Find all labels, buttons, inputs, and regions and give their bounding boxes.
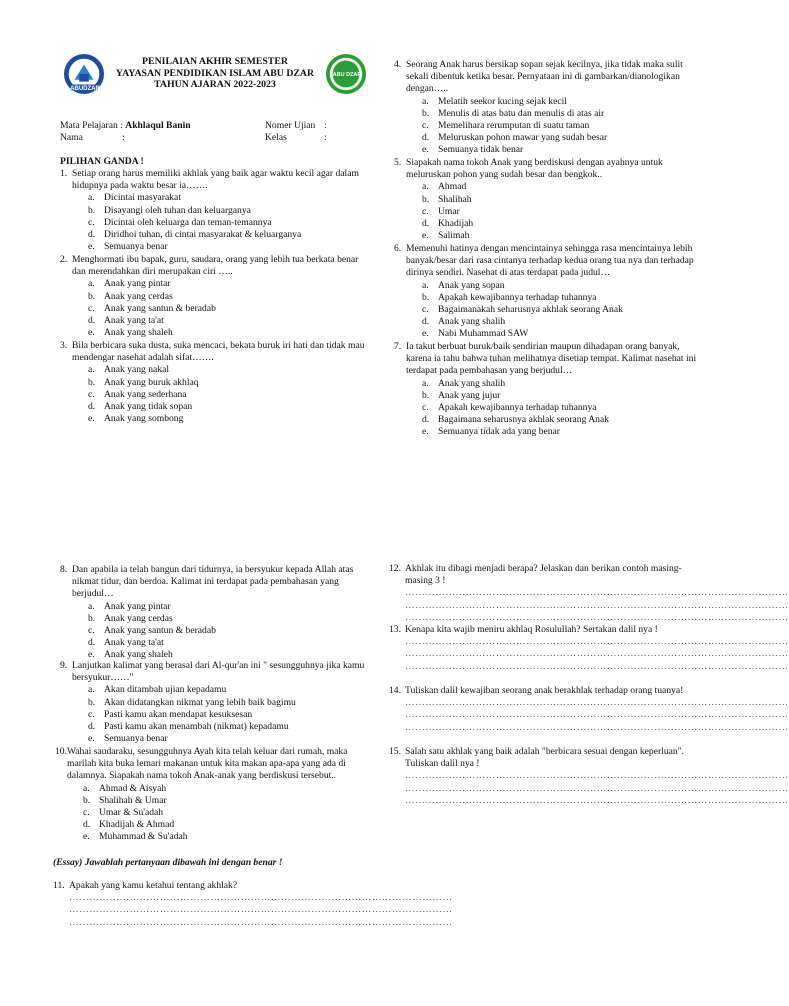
essay-number: 13. <box>389 624 401 635</box>
section-essay: (Essay) Jawablah pertanyaan dibawah ini dengan benar ! <box>53 857 283 868</box>
option-item <box>60 192 380 204</box>
name-label: Nama <box>60 132 83 143</box>
question-6 <box>394 243 704 341</box>
option-letter: a. <box>88 684 95 696</box>
option-text: Ahmad & Aisyah <box>99 782 167 794</box>
option-letter: d. <box>88 229 96 241</box>
question-line: nikmat tidur, dan berdoa. Kalimat ini terdapat pada pembahasan yang <box>72 576 339 588</box>
option-letter: d. <box>88 721 96 733</box>
question-text <box>60 660 380 684</box>
option-letter: e. <box>88 413 95 425</box>
essay-line: Akhlak itu dibagi menjadi berapa? Jelaskan dan berikan contoh masing- <box>405 563 682 574</box>
answer-line: …………………………………………………………………………………………………… <box>405 794 789 806</box>
option-text: Pasti kamu akan menambah (nikmat) kepadamu <box>104 721 289 733</box>
option-item <box>394 426 704 438</box>
option-text: Anak yang shalih <box>438 377 506 389</box>
question-line: Dan apabila ia telah bangun dari tidurnya, ia bersyukur kepada Allah atas <box>72 564 354 575</box>
option-list <box>60 684 380 745</box>
answer-line: …………………………………………………………………………………………………… <box>405 709 789 721</box>
option-text: Anak yang shaleh <box>104 327 173 339</box>
answer-line: …………………………………………………………………………………………………… <box>69 904 453 916</box>
question-line: marilah kita buka lemari makanan untuk kita makan apa-apa yang ada di <box>67 758 346 770</box>
question-7 <box>394 341 704 439</box>
header-right-logo <box>325 53 367 99</box>
option-item <box>394 280 704 292</box>
option-letter: e. <box>88 327 95 339</box>
question-line: berjudul… <box>72 588 114 600</box>
option-item <box>394 402 704 414</box>
question-text <box>394 243 704 280</box>
option-item <box>394 414 704 426</box>
answer-line: …………………………………………………………………………………………………… <box>405 599 789 611</box>
name-colon: : <box>122 132 125 143</box>
option-list <box>60 192 380 253</box>
option-item <box>60 278 380 290</box>
option-letter: e. <box>422 230 429 242</box>
question-line: bersyukur……" <box>72 672 134 684</box>
essay-text <box>389 746 789 807</box>
option-letter: c. <box>88 216 95 228</box>
essay-line: Apakah yang kamu ketahui tentang akhlak? <box>69 880 238 891</box>
option-item <box>394 194 704 206</box>
option-item <box>394 144 704 156</box>
option-letter: c. <box>422 205 429 217</box>
essay-line: masing 3 ! <box>405 575 446 587</box>
question-number: 6. <box>394 243 402 254</box>
option-text: Anak yang ta'at <box>104 315 164 327</box>
question-line: dengan….. <box>406 83 449 95</box>
option-item <box>60 327 380 339</box>
question-line: Siapakah nama tokoh Anak yang berdiskusi dengan ayahnya untuk <box>406 157 663 168</box>
question-line: Memenuhi hatinya dengan mencintainya sehingga rasa mencintainya lebih <box>406 243 693 254</box>
option-item <box>55 783 380 795</box>
option-letter: a. <box>88 278 95 290</box>
option-text: Anak yang jujur <box>438 389 501 401</box>
option-letter: c. <box>88 708 95 720</box>
option-text: Shalihah & Umar <box>99 794 167 806</box>
option-text: Semuanya benar <box>104 241 168 253</box>
option-letter: d. <box>88 315 96 327</box>
question-line: hidupnya pada waktu besar ia……. <box>72 180 208 192</box>
question-line: Bila berbicara suka dusta, suka mencaci, bekata buruk iri hati dan tidak mau <box>72 340 365 351</box>
header-title <box>100 56 330 91</box>
question-line: mendengar nasehat adalah sifat……. <box>72 352 214 364</box>
option-text: Semuanya tidak ada yang benar <box>438 426 561 438</box>
question-number: 10. <box>55 746 67 757</box>
essay-13 <box>389 624 789 673</box>
option-item <box>55 819 380 831</box>
option-letter: b. <box>422 389 430 401</box>
option-list <box>60 278 380 339</box>
option-letter: e. <box>422 144 429 156</box>
question-text <box>394 341 704 378</box>
option-item <box>394 96 704 108</box>
option-item <box>60 413 380 425</box>
exam-no-colon: : <box>324 120 327 131</box>
option-item <box>394 328 704 340</box>
answer-line: …………………………………………………………………………………………………… <box>405 648 789 660</box>
option-letter: d. <box>88 637 96 649</box>
option-letter: a. <box>83 782 90 794</box>
option-text: Anak yang shalih <box>438 316 506 328</box>
option-text: Muhammad & Su'adah <box>99 831 188 843</box>
option-text: Anak yang santun & beradab <box>104 625 216 637</box>
question-number: 1. <box>60 168 68 179</box>
option-item <box>60 389 380 401</box>
question-text <box>60 168 380 192</box>
option-letter: a. <box>88 600 95 612</box>
option-letter: b. <box>422 193 430 205</box>
option-text: Khadijah & Ahmad <box>99 819 175 831</box>
option-item <box>394 304 704 316</box>
essay-line: Tuliskan dalil nya ! <box>405 758 480 770</box>
option-letter: a. <box>88 364 95 376</box>
question-text <box>394 59 704 96</box>
option-letter: d. <box>422 218 430 230</box>
question-line: Lanjutkan kalimat yang berasal dari Al-qur'an ini " sesungguhnya jika kamu <box>72 660 365 671</box>
option-item <box>60 229 380 241</box>
essay-line: Tuliskan dalil kewajiban seorang anak berakhlak terhadap orang tuanya! <box>405 685 684 696</box>
option-letter: c. <box>88 388 95 400</box>
option-item <box>394 218 704 230</box>
essay-12 <box>389 563 789 624</box>
question-number: 5. <box>394 157 402 168</box>
option-text: Bagaimanakah seharusnya akhlak seorang Anak <box>438 304 623 316</box>
option-item <box>394 120 704 132</box>
header-left-logo <box>63 53 105 99</box>
option-letter: a. <box>88 192 95 204</box>
option-list <box>394 378 704 439</box>
option-text: Anak yang nakal <box>104 364 170 376</box>
option-item <box>60 401 380 413</box>
answer-line: …………………………………………………………………………………………………… <box>405 770 789 782</box>
option-letter: e. <box>88 733 95 745</box>
option-text: Semuanya tidak benar <box>438 144 524 156</box>
option-text: Anak yang buruk akhlaq <box>104 376 199 388</box>
option-text: Anak yang sopan <box>438 279 505 291</box>
answer-line: …………………………………………………………………………………………………… <box>69 916 453 928</box>
option-letter: b. <box>88 290 96 302</box>
question-line: meluruskan pohon yang sudah besar dan bengkok.. <box>406 169 603 181</box>
option-letter: b. <box>88 204 96 216</box>
option-list <box>60 364 380 425</box>
question-1 <box>60 168 380 253</box>
option-text: Pasti kamu akan mendapat kesuksesan <box>104 708 253 720</box>
option-letter: a. <box>422 181 429 193</box>
option-letter: b. <box>422 291 430 303</box>
question-line: Seorang Anak harus bersikap sopan sejak kecilnya, jika tidak maka sulit <box>406 59 683 70</box>
option-item <box>394 292 704 304</box>
option-item <box>60 721 380 733</box>
option-item <box>394 316 704 328</box>
question-10 <box>55 746 380 844</box>
option-letter: c. <box>422 120 429 132</box>
option-list <box>394 96 704 157</box>
question-number: 7. <box>394 341 402 352</box>
question-line: sekali dibentuk ketika besar. Pernyataan ini di gambarkan/dianologikan <box>406 71 680 83</box>
section-multiple-choice: PILIHAN GANDA ! <box>60 156 144 167</box>
essay-line: Kenapa kita wajib meniru akhlaq Rosulullah? Sertakan dalil nya ! <box>405 624 658 635</box>
question-line: Ia takut berbuat buruk/baik sendirian maupun dihadapan orang banyak, <box>406 341 680 352</box>
question-text <box>60 564 380 601</box>
option-text: Salimah <box>438 230 470 242</box>
essay-number: 15. <box>389 746 401 757</box>
question-text <box>394 157 704 181</box>
right-logo-text: ABU DZAR <box>332 72 362 78</box>
question-text <box>60 340 380 364</box>
essay-15 <box>389 746 789 807</box>
option-text: Shalihah <box>438 193 472 205</box>
option-item <box>394 108 704 120</box>
question-4 <box>394 59 704 157</box>
essay-text <box>53 880 453 929</box>
option-item <box>60 291 380 303</box>
option-item <box>60 613 380 625</box>
subject-row <box>60 120 191 132</box>
class-colon: : <box>324 132 327 143</box>
question-3 <box>60 340 380 425</box>
option-item <box>60 709 380 721</box>
question-line: banyak/besar dari rasa cintanya terhadap kedua orang tua nya dan terhadap <box>406 255 694 267</box>
essay-14 <box>389 685 789 734</box>
option-item <box>55 831 380 843</box>
answer-line: …………………………………………………………………………………………………… <box>405 611 789 623</box>
option-text: Anak yang cerdas <box>104 612 173 624</box>
option-letter: b. <box>88 376 96 388</box>
header-line-1: PENILAIAN AKHIR SEMESTER <box>142 56 288 67</box>
question-number: 3. <box>60 340 68 351</box>
option-text: Anak yang pintar <box>104 278 171 290</box>
option-letter: c. <box>88 625 95 637</box>
question-8 <box>60 564 380 662</box>
option-text: Anak yang sombong <box>104 413 184 425</box>
option-letter: d. <box>83 819 91 831</box>
question-line: Menghormati ibu bapak, guru, saudara, orang yang lebih tua berkata benar <box>72 254 359 265</box>
question-number: 9. <box>60 660 68 671</box>
essay-text <box>389 624 789 673</box>
question-line: terdapat pada pembahasan yang berjudul… <box>406 365 573 377</box>
question-number: 8. <box>60 564 68 575</box>
answer-line: …………………………………………………………………………………………………… <box>405 782 789 794</box>
option-letter: a. <box>422 95 429 107</box>
answer-line: …………………………………………………………………………………………………… <box>405 697 789 709</box>
question-2 <box>60 254 380 339</box>
essay-text <box>389 685 789 734</box>
subject-label: Mata Pelajaran : <box>60 120 126 131</box>
option-text: Diridhoi tuhan, di cintai masyarakat & keluarganya <box>104 229 302 241</box>
option-letter: e. <box>422 328 429 340</box>
option-letter: d. <box>422 316 430 328</box>
left-logo-text: ABUDZAR <box>70 86 100 92</box>
question-line: dalamnya. Siapakah nama tokoh Anak-anak yang berdiskusi tersebut.. <box>67 770 337 782</box>
option-item <box>60 684 380 696</box>
option-letter: d. <box>422 132 430 144</box>
option-item <box>55 795 380 807</box>
option-item <box>60 315 380 327</box>
option-list <box>60 601 380 662</box>
option-item <box>60 241 380 253</box>
question-text <box>55 746 380 783</box>
option-item <box>60 625 380 637</box>
option-text: Anak yang sederhana <box>104 388 187 400</box>
option-item <box>394 206 704 218</box>
question-line: dan merendahkan diri merupakan ciri ….. <box>72 266 233 278</box>
option-text: Bagaimana seharusnya akhlak seorang Anak <box>438 414 610 426</box>
option-item <box>60 364 380 376</box>
question-number: 2. <box>60 254 68 265</box>
option-text: Anak yang ta'at <box>104 637 164 649</box>
option-letter: a. <box>422 279 429 291</box>
option-text: Melatih seekor kucing sejak kecil <box>438 95 567 107</box>
option-text: Umar <box>438 205 460 217</box>
option-text: Disayangi oleh tuhan dan keluarganya <box>104 204 251 216</box>
option-text: Memelihara rerumputan di suatu taman <box>438 120 590 132</box>
option-text: Anak yang shaleh <box>104 649 173 661</box>
option-list <box>394 181 704 242</box>
answer-line: …………………………………………………………………………………………………… <box>405 660 789 672</box>
question-9 <box>60 660 380 745</box>
option-item <box>55 807 380 819</box>
option-text: Akan didatangkan nikmat yang lebih baik bagimu <box>104 696 296 708</box>
option-text: Menulis di atas batu dan menulis di atas air <box>438 107 605 119</box>
question-line: karena ia tahu bahwa tuhan melihatnya disetiap tempat. Kalimat nasehat ini <box>406 353 697 365</box>
option-letter: e. <box>83 831 90 843</box>
option-text: Anak yang pintar <box>104 600 171 612</box>
option-text: Khadijah <box>438 218 474 230</box>
option-item <box>60 601 380 613</box>
essay-11 <box>53 880 453 929</box>
answer-line: …………………………………………………………………………………………………… <box>405 587 789 599</box>
option-letter: c. <box>83 807 90 819</box>
option-item <box>394 390 704 402</box>
option-text: Ahmad <box>438 181 467 193</box>
question-line: dirinya sendiri. Nasehat di atas terdapat pada judul… <box>406 267 611 279</box>
option-item <box>60 733 380 745</box>
essay-text <box>389 563 789 624</box>
answer-line: …………………………………………………………………………………………………… <box>405 721 789 733</box>
essay-number: 12. <box>389 563 401 574</box>
essay-number: 11. <box>53 880 65 891</box>
option-text: Apakah kewajibannya terhadap tuhannya <box>438 402 597 414</box>
question-text <box>60 254 380 278</box>
question-number: 4. <box>394 59 402 70</box>
option-item <box>60 697 380 709</box>
option-list <box>394 280 704 341</box>
subject-value: Akhlaqul Banin <box>125 120 191 131</box>
option-text: Dicintai masyarakat <box>104 192 181 204</box>
class-label: Kelas <box>265 132 287 143</box>
option-letter: d. <box>422 414 430 426</box>
option-letter: b. <box>422 107 430 119</box>
option-item <box>60 303 380 315</box>
option-text: Anak yang cerdas <box>104 290 173 302</box>
option-letter: e. <box>88 649 95 661</box>
essay-number: 14. <box>389 685 401 696</box>
option-letter: c. <box>88 302 95 314</box>
option-item <box>394 132 704 144</box>
exam-no-label: Nomer Ujian <box>265 120 316 131</box>
option-letter: b. <box>88 696 96 708</box>
option-letter: b. <box>88 612 96 624</box>
option-text: Akan ditambah ujian kepadamu <box>104 684 227 696</box>
option-letter: b. <box>83 794 91 806</box>
option-text: Anak yang tidak sopan <box>104 401 193 413</box>
option-text: Semuanya benar <box>104 733 168 745</box>
option-text: Anak yang santun & beradab <box>104 302 216 314</box>
option-item <box>394 230 704 242</box>
option-letter: a. <box>422 377 429 389</box>
header-line-2: YAYASAN PENDIDIKAN ISLAM ABU DZAR <box>115 67 315 79</box>
option-letter: c. <box>422 304 429 316</box>
question-5 <box>394 157 704 242</box>
option-text: Dicintai oleh keluarga dan teman-temannya <box>104 216 272 228</box>
option-item <box>60 205 380 217</box>
essay-line: Salah satu akhlak yang baik adalah "berbicara sesuai dengan keperluan". <box>405 746 685 757</box>
option-item <box>394 181 704 193</box>
option-list <box>55 783 380 844</box>
option-letter: d. <box>88 401 96 413</box>
option-letter: e. <box>88 241 95 253</box>
option-item <box>394 378 704 390</box>
option-item <box>60 217 380 229</box>
answer-line: …………………………………………………………………………………………………… <box>405 636 789 648</box>
option-text: Umar & Su'adah <box>99 807 164 819</box>
header-line-3: TAHUN AJARAN 2022-2023 <box>154 79 276 90</box>
option-text: Nabi Muhammad SAW <box>438 328 529 340</box>
answer-line: …………………………………………………………………………………………………… <box>69 892 453 904</box>
option-item <box>60 637 380 649</box>
question-line: Setiap orang harus memiliki akhlak yang baik agar waktu kecil agar dalam <box>72 168 359 179</box>
option-text: Meluruskan pohon mawar yang sudah besar <box>438 132 608 144</box>
option-letter: e. <box>422 426 429 438</box>
option-item <box>60 377 380 389</box>
option-letter: c. <box>422 402 429 414</box>
option-text: Apakah kewajibannya terhadap tuhannya <box>438 291 597 303</box>
question-line: Wahai saudaraku, sesungguhnya Ayah kita telah keluar dari rumah, maka <box>67 746 348 757</box>
